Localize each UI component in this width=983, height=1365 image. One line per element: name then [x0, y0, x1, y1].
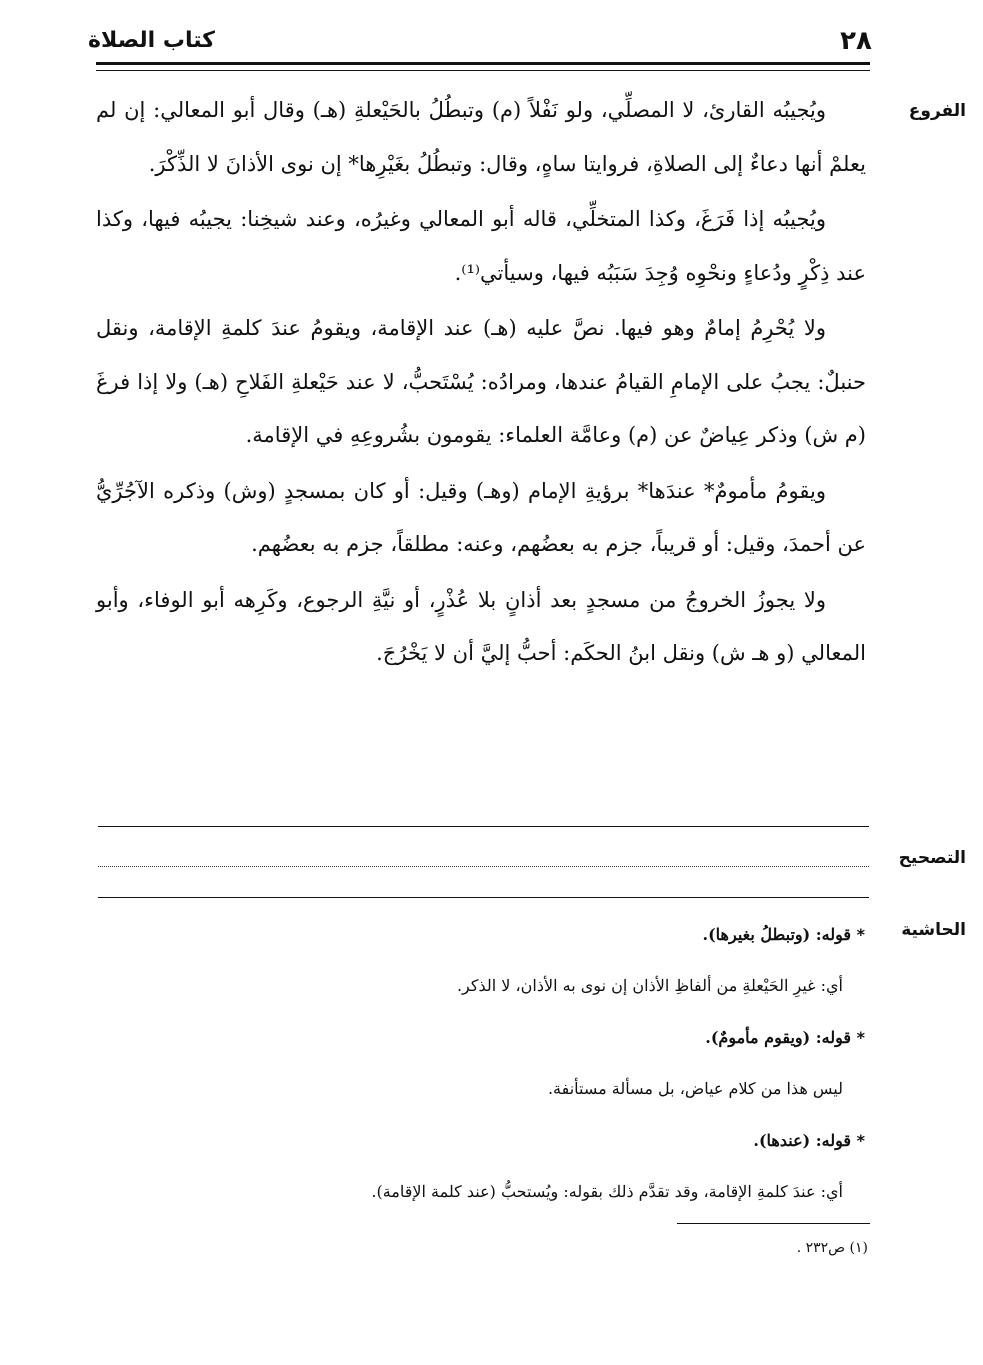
- hashiya-quote: [250, 1018, 865, 1059]
- star-marker: *: [856, 1028, 865, 1047]
- hashiya-quote: [250, 1121, 865, 1162]
- page-number: ٢٨: [840, 26, 872, 56]
- tashih-dotted-line: [98, 866, 869, 867]
- hashiya-note: أي: عندَ كلمةِ الإقامة، وقد تقدَّم ذلك بقوله: ويُستحبُّ (عند كلمة الإقامة).: [371, 1182, 843, 1201]
- hashiya-note: أي: غيرِ الحَيْعلةِ من ألفاظِ الأذان إن نوى به الأذان، لا الذكر.: [456, 976, 843, 995]
- footnote: (١) ص٢٣٢ .: [796, 1240, 868, 1256]
- quote-text: قوله: (عندها).: [753, 1131, 852, 1150]
- quote-text: قوله: (وتبطلُ بغيرها).: [702, 925, 852, 944]
- hashiya-label: الحاشية: [901, 920, 966, 940]
- star-marker: *: [856, 925, 865, 944]
- tashih-label: التصحيح: [898, 848, 966, 868]
- header-rule: [96, 62, 870, 65]
- main-paragraph: ولا يجوزُ الخروجُ من مسجدٍ بعد أذانٍ بلا عُذْرٍ، أو نيَّةِ الرجوع، وكَرِهه أبو الوفاء، وأبو المعالي (و هـ ش) ونقل ابنُ الحكَم: أحبُّ إليَّ أن لا يَخْرُجَ.: [96, 587, 866, 665]
- furu-label: الفروع: [908, 101, 966, 121]
- main-paragraph: ويُجيبُه القارئ، لا المصلِّي، ولو نَفْلاً (م) وتبطُلُ بالحَيْعلةِ (هـ) وقال أبو المعالي: إن لم يعلمْ أنها دعاءٌ إلى الصلاةِ، فروايتا ساهٍ، وقال: وتبطُلُ بغَيْرِها* إن نوى الأذانَ لا الذِّكْرَ.: [96, 98, 866, 176]
- hashiya-note: ليس هذا من كلام عياض، بل مسألة مستأنفة.: [547, 1079, 843, 1098]
- hashiya-notes: [250, 915, 865, 1212]
- main-paragraph: ولا يُحْرِمُ إمامٌ وهو فيها. نصَّ عليه (هـ) عند الإقامة، ويقومُ عندَ كلمةِ الإقامة، ونقل حنبلٌ: يجبُ على الإمامِ القيامُ عندها، ومرادُه: يُسْتَحبُّ، لا عند حَيْعلةِ الفَلاحِ (هـ) ولا إذا فرغَ (م ش) وذكر عِياضٌ عن (م) وعامَّة العلماء: يقومون بشُروعِهِ في الإقامة.: [96, 316, 866, 447]
- main-text: [96, 84, 866, 683]
- main-paragraph: ويُجيبُه إذا فَرَغَ، وكذا المتخلِّي، قاله أبو المعالي وغيرُه، وعند شيخِنا: يجيبُه فيها، وكذا عند ذِكْرٍ ودُعاءٍ ونحْوِه وُجِدَ سَبَبُه فيها، وسيأتي⁽¹⁾.: [96, 207, 866, 285]
- tashih-bottom-rule: [98, 897, 869, 898]
- tashih-top-rule: [98, 826, 869, 827]
- footnote-rule: [677, 1223, 870, 1224]
- quote-text: قوله: (ويقوم مأمومٌ).: [705, 1028, 852, 1047]
- header-rule-thin: [96, 70, 870, 71]
- hashiya-quote: [250, 915, 865, 956]
- main-paragraph: ويقومُ مأمومٌ* عندَها* برؤيةِ الإمام (وهـ) وقيل: أو كان بمسجدٍ (وش) وذكره الآجُرِّيُّ عن أحمدَ، وقيل: أو قريباً، جزم به بعضُهم، وعنه: مطلقاً، جزم به بعضُهم.: [96, 478, 866, 556]
- running-title: كتاب الصلاة: [88, 28, 215, 53]
- star-marker: *: [856, 1131, 865, 1150]
